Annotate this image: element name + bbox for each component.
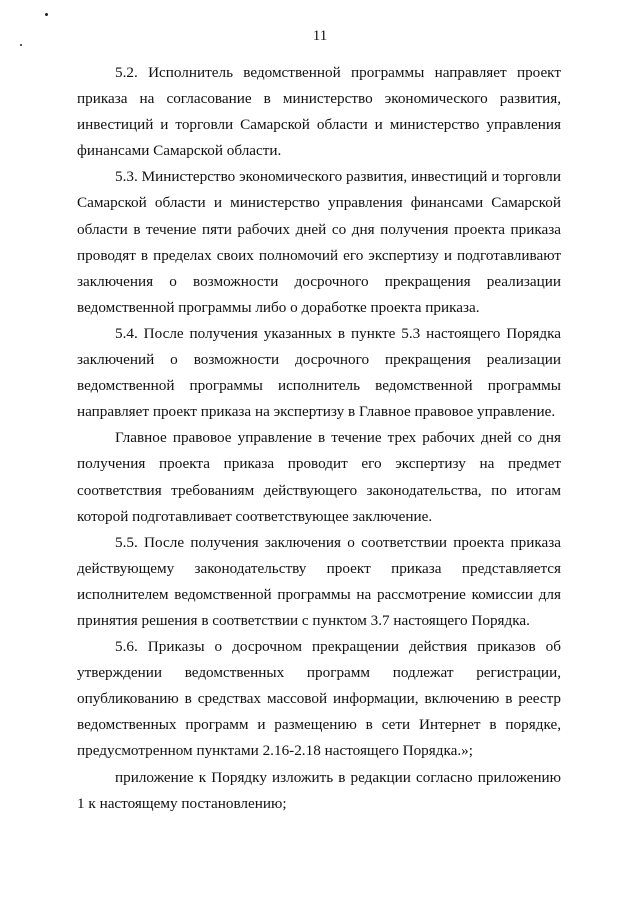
paragraph-5-4: 5.4. После получения указанных в пункте 5.3 настоящего Порядка заключений о возможности досрочного прекращения реализации ведомственной программы исполнитель ведомственной программы направляет проект приказа на экспертизу в Главное правовое управление. [77,324,561,421]
paragraph-legal-review: Главное правовое управление в течение трех рабочих дней со дня получения проекта приказа проводит его экспертизу на предмет соответствия требованиям действующего законодательства, по итогам которой подготавливает соответствующее заключение. [77,429,561,525]
paragraph-5-3: 5.3. Министерство экономического развития, инвестиций и торговли Самарской области и министерство управления финансами Самарской области в течение пяти рабочих дней со дня получения проекта приказа проводят в пределах своих полномочий его экспертизу и подготавливают заключения о возможности досрочного прекращения реализации ведомственной программы либо о доработке проекта приказа. [77,168,561,316]
paragraph-5-5: 5.5. После получения заключения о соответствии проекта приказа действующему законодательству проект приказа представляется исполнителем ведомственной программы на рассмотрение комиссии для принятия решения в соответствии с пунктом 3.7 настоящего Порядка. [77,533,561,629]
paragraph-5-2: 5.2. Исполнитель ведомственной программы направляет проект приказа на согласование в министерство экономического развития, инвестиций и торговли Самарской области и министерство управления финансами Самарской области. [77,64,561,160]
paragraph-5-6: 5.6. Приказы о досрочном прекращении действия приказов об утверждении ведомственных программ подлежат регистрации, опубликованию в средствах массовой информации, включению в реестр ведомственных программ и размещению в сети Интернет в порядке, предусмотренном пунктами 2.16-2.18 настоящего Порядка.»; [77,638,561,760]
document-body [77,60,561,817]
page-number: 11 [312,28,328,44]
scan-speck [45,13,48,16]
paragraph-appendix: приложение к Порядку изложить в редакции согласно приложению 1 к настоящему постановлению; [77,768,561,812]
